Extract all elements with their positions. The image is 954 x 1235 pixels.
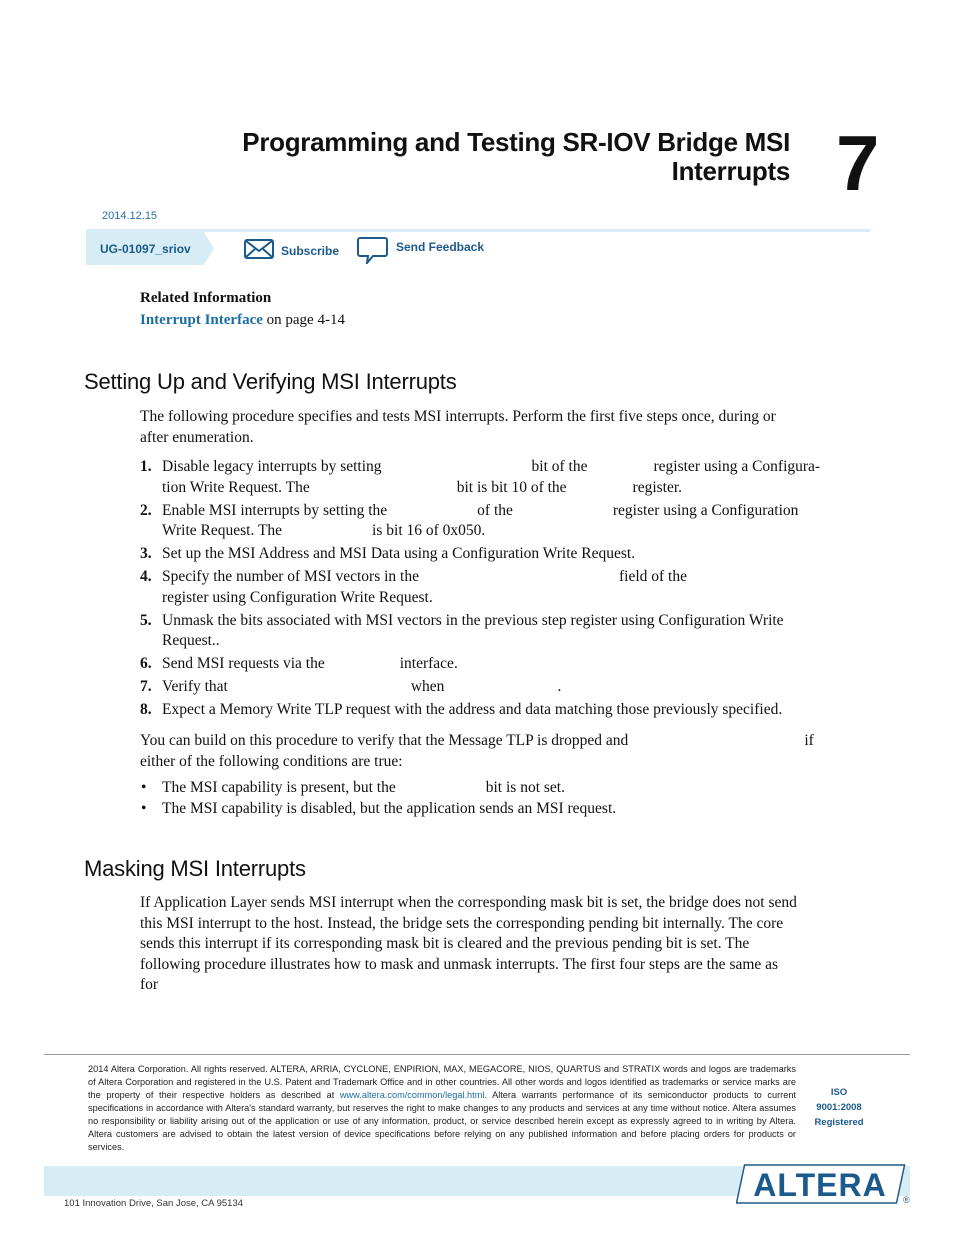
step-number: 4.: [140, 568, 152, 585]
step-text: Set up the MSI Address and MSI Data using a Configuration Write Request.: [162, 545, 636, 562]
follow-text: if: [804, 732, 814, 749]
intro-line: after enumeration.: [140, 429, 254, 446]
step-text: register using a Configura-: [653, 458, 821, 475]
step-text: Enable MSI interrupts by setting the: [162, 501, 388, 519]
doc-id: UG-01097_sriov: [100, 242, 191, 256]
follow-text: You can build on this procedure to verify that the Message TLP is dropped and: [140, 732, 629, 749]
step-text: Disable legacy interrupts by setting: [162, 458, 382, 475]
step-text: interface.: [399, 655, 458, 672]
iso-text: Registered: [814, 1117, 864, 1128]
list-item: [140, 700, 875, 721]
iso-badge: [806, 1085, 872, 1130]
step-text: bit is bit 10 of the: [456, 478, 567, 496]
list-item: [140, 501, 875, 542]
list-item: [140, 544, 875, 565]
list-item: [140, 611, 875, 652]
bullet-text: The MSI capability is disabled, but the application sends an MSI request.: [162, 800, 617, 817]
bullet-dot-icon: •: [141, 800, 147, 817]
intro-line: The following procedure specifies and tests MSI interrupts. Perform the first five steps once, during or: [140, 408, 776, 425]
section-heading-setup: Setting Up and Verifying MSI Interrupts: [84, 369, 457, 394]
procedure-steps: [140, 457, 875, 723]
send-feedback-link[interactable]: Send Feedback: [396, 240, 485, 254]
footer-rule: [44, 1054, 910, 1055]
step-number: 1.: [140, 458, 152, 475]
step-text: Write Request. The: [162, 522, 283, 539]
masking-line: following procedure illustrates how to mask and unmask interrupts. The first four steps are the same as: [140, 955, 779, 973]
bullet-text: bit is not set.: [485, 779, 565, 796]
legal-notice: [88, 1063, 796, 1154]
step-text: field of the: [618, 568, 687, 585]
header-rule: [86, 229, 870, 232]
list-item: [140, 567, 875, 608]
step-text: .: [557, 678, 562, 695]
legal-link[interactable]: www.altera.com/common/legal.html: [339, 1090, 485, 1100]
step-text: register.: [632, 478, 683, 496]
company-address: 101 Innovation Drive, San Jose, CA 95134: [64, 1198, 244, 1209]
related-information-entry: [140, 312, 345, 329]
masking-line: If Application Layer sends MSI interrupt when the corresponding mask bit is set, the bridge does not send: [140, 894, 797, 911]
masking-line: this MSI interrupt to the host. Instead, the bridge sets the corresponding pending bit internally. The core: [140, 914, 784, 932]
step-text: of the: [477, 501, 513, 519]
bullet-dot-icon: •: [141, 779, 147, 796]
chapter-number: 7: [836, 119, 880, 207]
masking-line: for: [140, 976, 159, 993]
legal-text: 2014 Altera Corporation. All rights reserved. ALTERA, ARRIA, CYCLONE, ENPIRION, MAX, MEGACORE, NIOS, QUARTUS and STRATIX words and logos are trademarks of Altera Corporation and registered in the U.S. Patent and Trademark Office and in other countries. All other words and logos identified as trademarks or service marks are the property of their respective holders as described at: [88, 1064, 796, 1100]
legal-text: . Altera warrants performance of its semiconductor products to current specifications in accordance with Altera's standard warranty, but reserves the right to make changes to any products and services at any time without notice. Altera assumes no responsibility or liability arising out of the application or use of any information, product, or service described herein except as expressly agreed to in writing by Altera. Altera customers are advised to obtain the latest version of device specifications before relying on any published information and before placing orders for products or services.: [88, 1090, 796, 1152]
envelope-icon[interactable]: [244, 239, 274, 259]
related-information-title: Related Information: [140, 290, 272, 306]
step-text: Expect a Memory Write TLP request with the address and data matching those previously specified.: [162, 701, 783, 718]
step-text: is bit 16 of 0x050.: [372, 522, 486, 539]
chapter-title: [242, 128, 790, 186]
step-text: bit of the: [531, 458, 588, 475]
follow-text: either of the following conditions are true:: [140, 753, 403, 770]
speech-bubble-icon[interactable]: [357, 237, 388, 264]
step-text: register using Configuration Write Request.: [162, 588, 433, 606]
list-item: [140, 654, 875, 675]
section-heading-masking: Masking MSI Interrupts: [84, 856, 306, 881]
list-item: [140, 677, 875, 698]
logo-wordmark: ALTERA: [753, 1167, 887, 1203]
list-item: [140, 457, 875, 498]
step-text: Unmask the bits associated with MSI vectors in the previous step register using Configuration Write: [162, 611, 784, 629]
iso-text: 9001:2008: [816, 1102, 862, 1113]
chapter-title-line2: Interrupts: [671, 156, 790, 186]
publication-date: 2014.12.15: [102, 210, 158, 222]
chapter-title-line1: Programming and Testing SR-IOV Bridge MSI: [242, 127, 790, 157]
subscribe-link[interactable]: Subscribe: [281, 244, 340, 258]
registered-mark: ®: [903, 1195, 910, 1205]
step-text: Specify the number of MSI vectors in the: [162, 568, 419, 585]
step-text: Verify that: [162, 678, 228, 695]
altera-logo: [736, 1163, 912, 1207]
intro-paragraph: [140, 406, 870, 448]
page-reference: on page 4-14: [262, 312, 345, 328]
masking-line: sends this interrupt if its corresponding mask bit is cleared and the previous pending bit is set. The: [140, 935, 750, 952]
bullet-text: The MSI capability is present, but the: [162, 779, 396, 796]
masking-paragraph: [140, 893, 870, 996]
list-item: [140, 798, 870, 819]
step-number: 2.: [140, 501, 152, 519]
step-number: 7.: [140, 678, 152, 695]
step-text: Send MSI requests via the: [162, 655, 325, 672]
step-number: 3.: [140, 545, 152, 562]
step-text: Request..: [162, 632, 220, 649]
condition-list: [140, 777, 870, 819]
interrupt-interface-link[interactable]: Interrupt Interface: [140, 312, 263, 328]
iso-text: ISO: [830, 1087, 848, 1098]
step-number: 6.: [140, 655, 152, 672]
follow-paragraph: [140, 730, 870, 772]
step-number: 5.: [140, 611, 152, 629]
list-item: [140, 777, 870, 798]
step-text: when: [410, 678, 445, 695]
step-text: tion Write Request. The: [162, 478, 310, 496]
step-text: register using a Configuration: [612, 501, 799, 519]
step-number: 8.: [140, 701, 152, 718]
